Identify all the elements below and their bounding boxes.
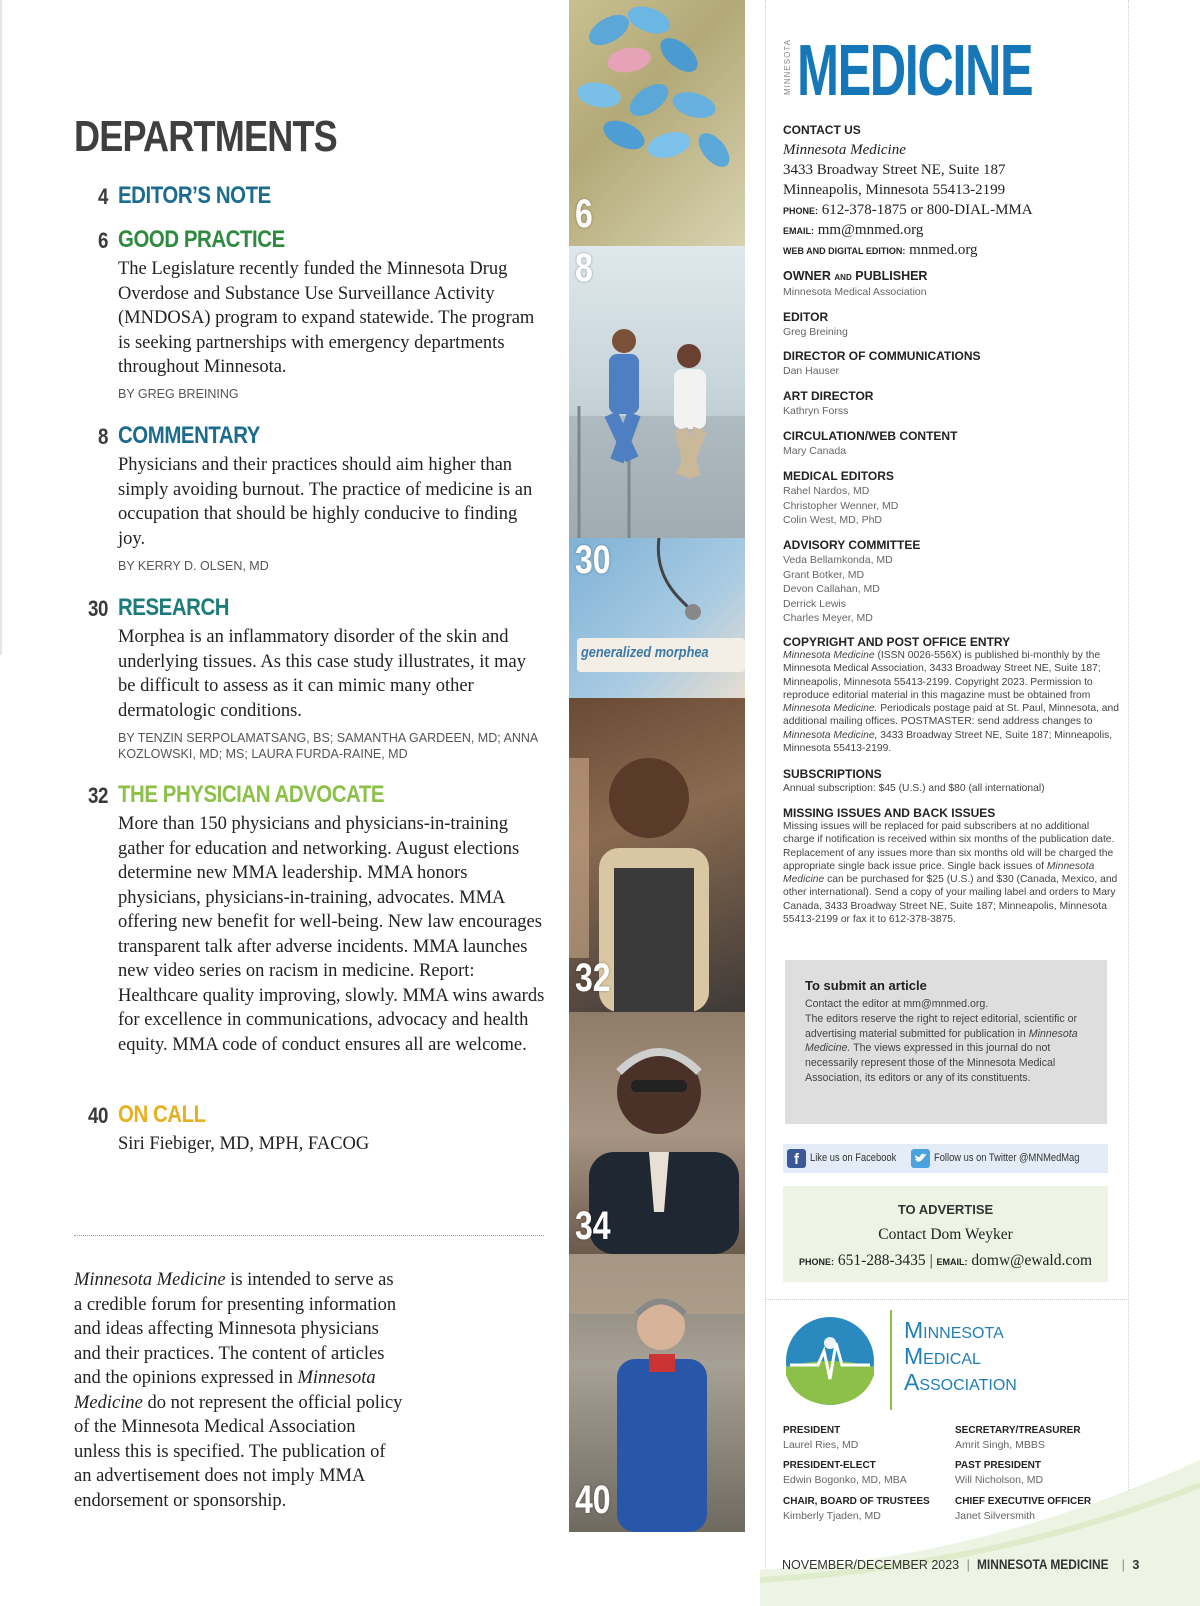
submit-heading: To submit an article xyxy=(805,978,927,993)
director-comms-value: Dan Hauser xyxy=(783,365,840,377)
logo-medicine: MEDICINE xyxy=(797,31,1033,111)
officer-label: SECRETARY/TREASURER xyxy=(955,1425,1081,1436)
section-summary: Morphea is an inflammatory disorder of the skin and underlying tissues. As this case study illustrates, it may be difficult to assess as it can mimic many other dermatologic conditions. xyxy=(118,627,526,721)
dept-entry-editors-note[interactable] xyxy=(74,184,548,214)
page-number-footer: 3 xyxy=(1132,1558,1140,1572)
section-title[interactable]: RESEARCH xyxy=(118,594,230,621)
byline: BY TENZIN SERPOLAMATSANG, BS; SAMANTHA GARDEEN, MD; ANNA KOZLOWSKI, MD; MS; LAURA FURDA-RAINE, MD xyxy=(118,731,538,761)
divider xyxy=(74,1235,544,1236)
page-number: 40 xyxy=(88,1103,108,1128)
advisory-name: Grant Botker, MD xyxy=(783,568,865,581)
footer-issue: NOVEMBER/DECEMBER 2023 xyxy=(782,1558,960,1572)
missing-issues-text: Missing issues will be replaced for paid subscribers at no additional charge if notification is received within six months of the publication date. Replacement of any issues more than six months old will be charged the appropriate single back issue price. Single back issues of Minnesota Medicine can be purchased for $25 (U.S.) and $30 (Canada, Mexico, and other international). Send a copy of your mailing label and orders to Mary Canada, 3433 Broadway Street NE, Suite 187; Minneapolis, Minnesota 55413-2199 or fax it to 612-378-3875. xyxy=(783,821,1118,926)
officer-name: Will Nicholson, MD xyxy=(955,1474,1044,1486)
circulation-value: Mary Canada xyxy=(783,445,847,457)
contact-address-2: Minneapolis, Minnesota 55413-2199 xyxy=(783,182,1006,198)
officer-label: CHIEF EXECUTIVE OFFICER xyxy=(955,1496,1092,1507)
owner-heading: OWNER AND PUBLISHER xyxy=(783,269,928,283)
section-summary: The Legislature recently funded the Minnesota Drug Overdose and Substance Use Surveillance Activity (MNDOSA) program to expand statewide. The program is seeking partnerships with emergency departments throughout Minnesota. xyxy=(118,259,535,377)
section-summary: Siri Fiebiger, MD, MPH, FACOG xyxy=(118,1134,370,1154)
page-number: 32 xyxy=(88,783,108,808)
copyright-text: Minnesota Medicine (ISSN 0026-556X) is published bi-monthly by the Minnesota Medical Association, 3433 Broadway Street NE, Suite 187; Minneapolis, Minnesota 55413-2199. Copyright 2023. Permission to reproduce editorial material in this magazine must be obtained from Minnesota Medicine. Periodicals postage paid at St. Paul, Minnesota, and additional mailing offices. POSTMASTER: send address changes to Minnesota Medicine, 3433 Broadway Street NE, Suite 187; Minneapolis, Minnesota 55413-2199. xyxy=(783,650,1119,755)
contact-heading: CONTACT US xyxy=(783,123,861,137)
advisory-name: Charles Meyer, MD xyxy=(783,612,873,624)
contact-email[interactable]: EMAIL: mm@mnmed.org xyxy=(783,222,924,238)
art-director-value: Kathryn Forss xyxy=(783,405,849,417)
circulation-heading: CIRCULATION/WEB CONTENT xyxy=(783,429,958,443)
page-number: 30 xyxy=(88,596,108,621)
advisory-name: Veda Bellamkonda, MD xyxy=(783,554,893,566)
tile-page-number: 34 xyxy=(575,1204,611,1248)
logo-minnesota: MINNESOTA xyxy=(783,39,792,95)
advisory-name: Derrick Lewis xyxy=(783,597,847,610)
mma-logo-divider xyxy=(890,1310,892,1410)
officer-label: PRESIDENT xyxy=(783,1425,841,1436)
photo-smiling-man[interactable] xyxy=(569,1012,745,1254)
contact-web[interactable]: WEB AND DIGITAL EDITION: mnmed.org xyxy=(783,242,978,258)
tile-page-number: 40 xyxy=(575,1478,611,1522)
dept-entry-on-call[interactable] xyxy=(74,1103,548,1163)
byline: BY KERRY D. OLSEN, MD xyxy=(118,559,269,573)
art-director-heading: ART DIRECTOR xyxy=(783,389,874,403)
contact-address-1: 3433 Broadway Street NE, Suite 187 xyxy=(783,162,1006,178)
twitter-link[interactable]: Follow us on Twitter @MNMedMag xyxy=(934,1152,1080,1164)
facebook-icon[interactable]: f xyxy=(787,1149,806,1168)
section-title[interactable]: ON CALL xyxy=(118,1101,206,1128)
medical-editor-name: Christopher Wenner, MD xyxy=(783,499,899,512)
photo-pills[interactable] xyxy=(569,0,745,246)
twitter-icon[interactable] xyxy=(911,1149,930,1168)
medical-editors-heading: MEDICAL EDITORS xyxy=(783,469,894,483)
copyright-heading: COPYRIGHT AND POST OFFICE ENTRY xyxy=(783,635,1011,649)
clinicians-image xyxy=(569,246,745,538)
departments-heading: DEPARTMENTS xyxy=(74,112,337,161)
byline: BY GREG BREINING xyxy=(118,387,239,401)
tile-page-number: 32 xyxy=(575,956,611,1000)
advisory-heading: ADVISORY COMMITTEE xyxy=(783,538,921,552)
submit-article-box xyxy=(785,960,1107,1124)
section-summary: More than 150 physicians and physicians-in-training gather for education and networking. August elections determine new MMA leadership. MMA honors physicians, physicians-in-training, advocates. MMA offering new benefit for well-being. New law encourages transparent talk after adverse incidents. MMA launches new video series on racism in medicine. Report: Healthcare quality improving, slowly. MMA wins awards for excellence in communications, advocacy and health equity. MMA code of conduct ensures all are welcome. xyxy=(118,814,545,1055)
medical-editor-name: Colin West, MD, PhD xyxy=(783,514,882,526)
officer-label: CHAIR, BOARD OF TRUSTEES xyxy=(783,1496,930,1507)
photo-on-call[interactable] xyxy=(569,1254,745,1532)
photo-physician-advocate[interactable] xyxy=(569,698,745,1012)
tile-page-number: 30 xyxy=(575,538,611,582)
advertise-phone-email[interactable]: PHONE: 651-288-3435 | EMAIL: domw@ewald.com xyxy=(798,1252,1093,1269)
officer-name: Janet Silversmith xyxy=(955,1510,1035,1522)
officer-label: PRESIDENT-ELECT xyxy=(783,1460,876,1471)
page-number: 6 xyxy=(98,228,108,253)
pills-image xyxy=(569,0,745,246)
section-title[interactable]: THE PHYSICIAN ADVOCATE xyxy=(118,781,385,808)
subscriptions-value: Annual subscription: $45 (U.S.) and $80 (all international) xyxy=(783,783,1045,794)
officer-name: Laurel Ries, MD xyxy=(783,1439,859,1451)
dept-entry-physician-advocate[interactable] xyxy=(74,783,548,1083)
advertise-heading: TO ADVERTISE xyxy=(897,1202,994,1217)
owner-value: Minnesota Medical Association xyxy=(783,286,927,298)
page-number: 4 xyxy=(98,184,108,209)
page-edge-line xyxy=(0,0,2,655)
masthead-divider xyxy=(765,1299,1129,1300)
advertise-box xyxy=(783,1186,1108,1282)
page-number: 8 xyxy=(98,424,108,449)
photo-jumping-clinicians[interactable] xyxy=(569,246,745,538)
facebook-link[interactable]: Like us on Facebook xyxy=(810,1152,897,1164)
page-footer: NOVEMBER/DECEMBER 2023 | MINNESOTA MEDICINE | 3 xyxy=(782,1556,1140,1572)
section-summary: Physicians and their practices should aim higher than simply avoiding burnout. The practice of medicine is an occupation that should be highly conducive to finding joy. xyxy=(118,455,533,549)
editor-heading: EDITOR xyxy=(783,310,829,324)
medical-editor-name: Rahel Nardos, MD xyxy=(783,485,870,497)
submit-text: Contact the editor at mm@mnmed.org. The editors reserve the right to reject editorial, scientific or advertising material submitted for publication in Minnesota Medicine. The views expressed in this journal do not necessarily represent those of the Minnesota Medical Association, its editors or any of its constituents. xyxy=(805,998,1078,1084)
footer-swoosh xyxy=(760,1440,1200,1606)
advertise-contact: Contact Dom Weyker xyxy=(878,1226,1013,1243)
editor-value: Greg Breining xyxy=(783,326,848,338)
section-title[interactable]: EDITOR’S NOTE xyxy=(118,182,271,209)
mma-logo-icon xyxy=(784,1315,876,1407)
missing-issues-heading: MISSING ISSUES AND BACK ISSUES xyxy=(783,806,996,820)
section-title[interactable]: COMMENTARY xyxy=(118,422,260,449)
officer-name: Kimberly Tjaden, MD xyxy=(783,1510,881,1522)
disclaimer-text: Minnesota Medicine is intended to serve as a credible forum for presenting information and ideas affecting Minnesota physicians and their practices. The content of articles and the opinions expressed in Minnesota Medicine do not represent the official policy of the Minnesota Medical Association unless this is specified. The publication of an advertisement does not imply MMA endorsement or sponsorship. xyxy=(74,1270,403,1511)
advisory-name: Devon Callahan, MD xyxy=(783,583,880,595)
director-comms-heading: DIRECTOR OF COMMUNICATIONS xyxy=(783,349,981,363)
officer-name: Edwin Bogonko, MD, MBA xyxy=(783,1474,907,1486)
dept-entry-good-practice[interactable] xyxy=(74,228,548,408)
officer-label: PAST PRESIDENT xyxy=(955,1460,1041,1471)
tile-page-number: 6 xyxy=(575,192,593,236)
dept-entry-research[interactable] xyxy=(74,596,548,766)
subscriptions-heading: SUBSCRIPTIONS xyxy=(783,767,882,781)
morphea-caption: generalized morphea xyxy=(581,644,709,661)
footer-magazine: MINNESOTA MEDICINE xyxy=(977,1556,1109,1572)
tile-page-number: 8 xyxy=(575,246,593,290)
photo-morphea[interactable] xyxy=(569,538,745,698)
photo-strip xyxy=(569,0,745,1532)
contact-phone: PHONE: 612-378-1875 or 800-DIAL-MMA xyxy=(783,202,1033,218)
officer-name: Amrit Singh, MBBS xyxy=(955,1439,1045,1451)
mma-name: Minnesota Medical Association xyxy=(904,1317,1017,1395)
contact-name: Minnesota Medicine xyxy=(783,142,906,158)
dept-entry-commentary[interactable] xyxy=(74,424,548,574)
section-title[interactable]: GOOD PRACTICE xyxy=(118,226,285,253)
social-bar xyxy=(783,1144,1108,1173)
